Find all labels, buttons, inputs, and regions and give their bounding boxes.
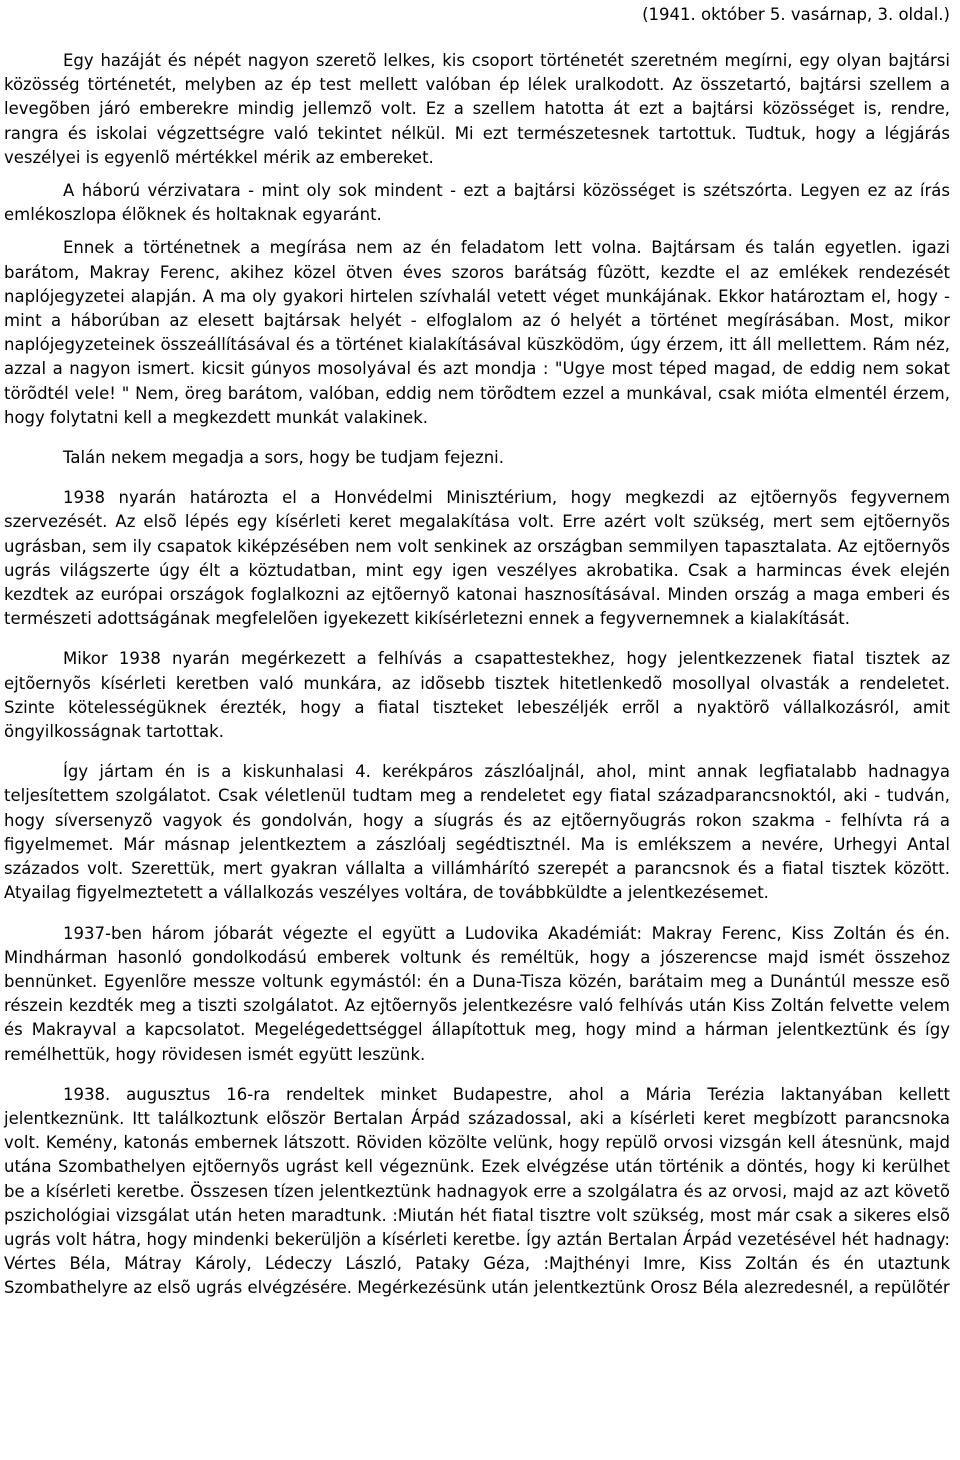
paragraph-makray: Ennek a történetnek a megírása nem az én feladatom lett volna. Bajtársam és talán egyetlen. igazi barátom, Makray Ferenc, akihez közel ötven éves szoros barátság fûzött, kezdte el az emlékek rendezését naplójegyzetei alapján. A ma oly gyakori hirtelen szívhalál vetett véget munkájának. Ekkor határoztam el, hogy - mint a háborúban az elesett bajtársak helyét - elfoglalom az ó helyét a történet megírásában. Most, mikor naplójegyzeteinek összeállításával és a történet kialakításával küszködöm, úgy érzem, itt áll mellettem. Rám néz, azzal a nagyon ismert. kicsit gúnyos mosolyával és azt mondja : "Ugye most téped magad, de eddig nem sokat törõdtél vele! " Nem, öreg barátom, valóban, eddig nem törõdtem ezzel a munkával, csak mióta elmentél érzem, hogy folytatni kell a megkezdett munkát valakinek. [4, 238, 950, 427]
paragraph-budapest: 1938. augusztus 16-ra rendeltek minket Budapestre, ahol a Mária Terézia laktanyában kellett jelentkeznünk. Itt találkoztunk elõször Bertalan Árpád századossal, aki a kísérleti keret megbízott parancsnoka volt. Kemény, katonás embernek látszott. Röviden közölte velünk, hogy repülõ orvosi vizsgán kell átesnünk, majd utána Szombathelyen ejtõernyõs ugrást kell végeznünk. Ezek elvégzése után történik a döntés, hogy ki kerülhet be a kísérleti keretbe. Összesen tízen jelentkeztünk hadnagyok erre a szolgálatra és az orvosi, majd az azt követõ pszichológiai vizsgálat után heten maradtunk. :Miután hét fiatal tisztre volt szükség, most már csak a sikeres elsõ ugrás volt hátra, hogy mindenki bekerüljön a kísérleti keretbe. Így aztán Bertalan Árpád vezetésével hét hadnagy: Vértes Béla, Mátray Károly, Lédeczy László, Pataky Géza, :Majthényi Imre, Kiss Zoltán és én utaztunk Szombathelyre az elsõ ugrás elvégzésére. Megérkezésünk után jelentkeztünk Orosz Béla alezredesnél, a repülõtér [4, 1084, 950, 1298]
paragraph-fate: Talán nekem megadja a sors, hogy be tudjam fejezni. [63, 448, 505, 468]
article-body [4, 49, 950, 1301]
paragraph-1938-ministry: 1938 nyarán határozta el a Honvédelmi Minisztérium, hogy megkezdi az ejtõernyõs fegyvernem szervezését. Az elsõ lépés egy kísérleti keret megalakítása volt. Erre azért volt szükség, mert sem ejtõernyõs ugrásban, sem ily csapatok kiképzésében nem volt senkinek az országban semmilyen tapasztalata. Az ejtõernyõs ugrás világszerte úgy élt a köztudatban, mint egy igen veszélyes akrobatika. Csak a harmincas évek elején kezdtek az európai országok foglalkozni az ejtõernyõ katonai hasznosításával. Minden ország a maga emberi és természeti adottságának megfelelõen igyekezett kikísérletezni ennek a fegyvernemnek a kialakítását. [4, 488, 950, 629]
paragraph-intro: Egy hazáját és népét nagyon szeretõ lelkes, kis csoport történetét szeretném megírni, egy olyan bajtársi közösség történetét, melyben az ép test mellett valóban ép lélek uralkodott. Az összetartó, bajtársi szellem a levegõben járó emberekre mindig jellemzõ volt. Ez a szellem hatotta át ezt a bajtársi közösséget is, rendre, rangra és iskolai végzettségre való tekintet nélkül. Mi ezt természetesnek tartottuk. Tudtuk, hogy a légjárás veszélyei is egyenlõ mértékkel mérik az embereket. [4, 51, 950, 167]
document-page [4, 0, 950, 1301]
paragraph-kiskunhalas: Így jártam én is a kiskunhalasi 4. kerékpáros zászlóaljnál, ahol, mint annak legfiatalabb hadnagya teljesítettem szolgálatot. Csak véletlenül tudtam meg a rendeletet egy fiatal századparancsnoktól, aki - tudván, hogy síversenyzõ vagyok és gondolván, hogy a síugrás és az ejtõernyõugrás rokon szakma - felhívta rá a figyelmemet. Már másnap jelentkeztem a zászlóalj segédtisztnél. Ma is emlékszem a nevére, Urhegyi Antal százados volt. Szerettük, mert gyakran vállalta a villámhárító szerepét a parancsnok és a fiatal tisztek között. Atyailag figyelmeztetett a vállalkozás veszélyes voltára, de továbbküldte a jelentkezésemet. [4, 762, 950, 903]
paragraph-ludovika: 1937-ben három jóbarát végezte el együtt a Ludovika Akadémiát: Makray Ferenc, Kiss Zoltán és én. Mindhárman hasonló gondolkodású emberek voltunk és reméltük, hogy a jószerencse majd ismét összehoz bennünket. Egyenlõre messze voltunk egymástól: én a Duna-Tisza közén, barátaim meg a Dunántúl messze esõ részein kezdték meg a tiszti szolgálatot. Az ejtõernyõs jelentkezésre való felhívás után Kiss Zoltán felvette velem és Makrayval a kapcsolatot. Megelégedettséggel állapítottuk meg, hogy mind a hárman jelentkeztünk és így remélhettük, hogy rövidesen ismét együtt leszünk. [4, 923, 950, 1064]
paragraph-call-for-officers: Mikor 1938 nyarán megérkezett a felhívás a csapattestekhez, hogy jelentkezzenek fiatal tisztek az ejtõernyõs kísérleti keretben való munkára, az idõsebb tisztek hitetlenkedõ mosollyal olvasták a rendeletet. Szinte kötelességüknek érezték, hogy a fiatal tiszteket lebeszéljék errõl a nyaktörõ vállalkozásról, amit öngyilkosságnak tartottak. [4, 649, 950, 742]
page-header-date: (1941. október 5. vasárnap, 3. oldal.) [642, 5, 950, 24]
paragraph-war: A háború vérzivatara - mint oly sok mindent - ezt a bajtársi közösséget is szétszórta. Legyen ez az írás emlékoszlopa élõknek és holtaknak egyaránt. [4, 181, 950, 225]
